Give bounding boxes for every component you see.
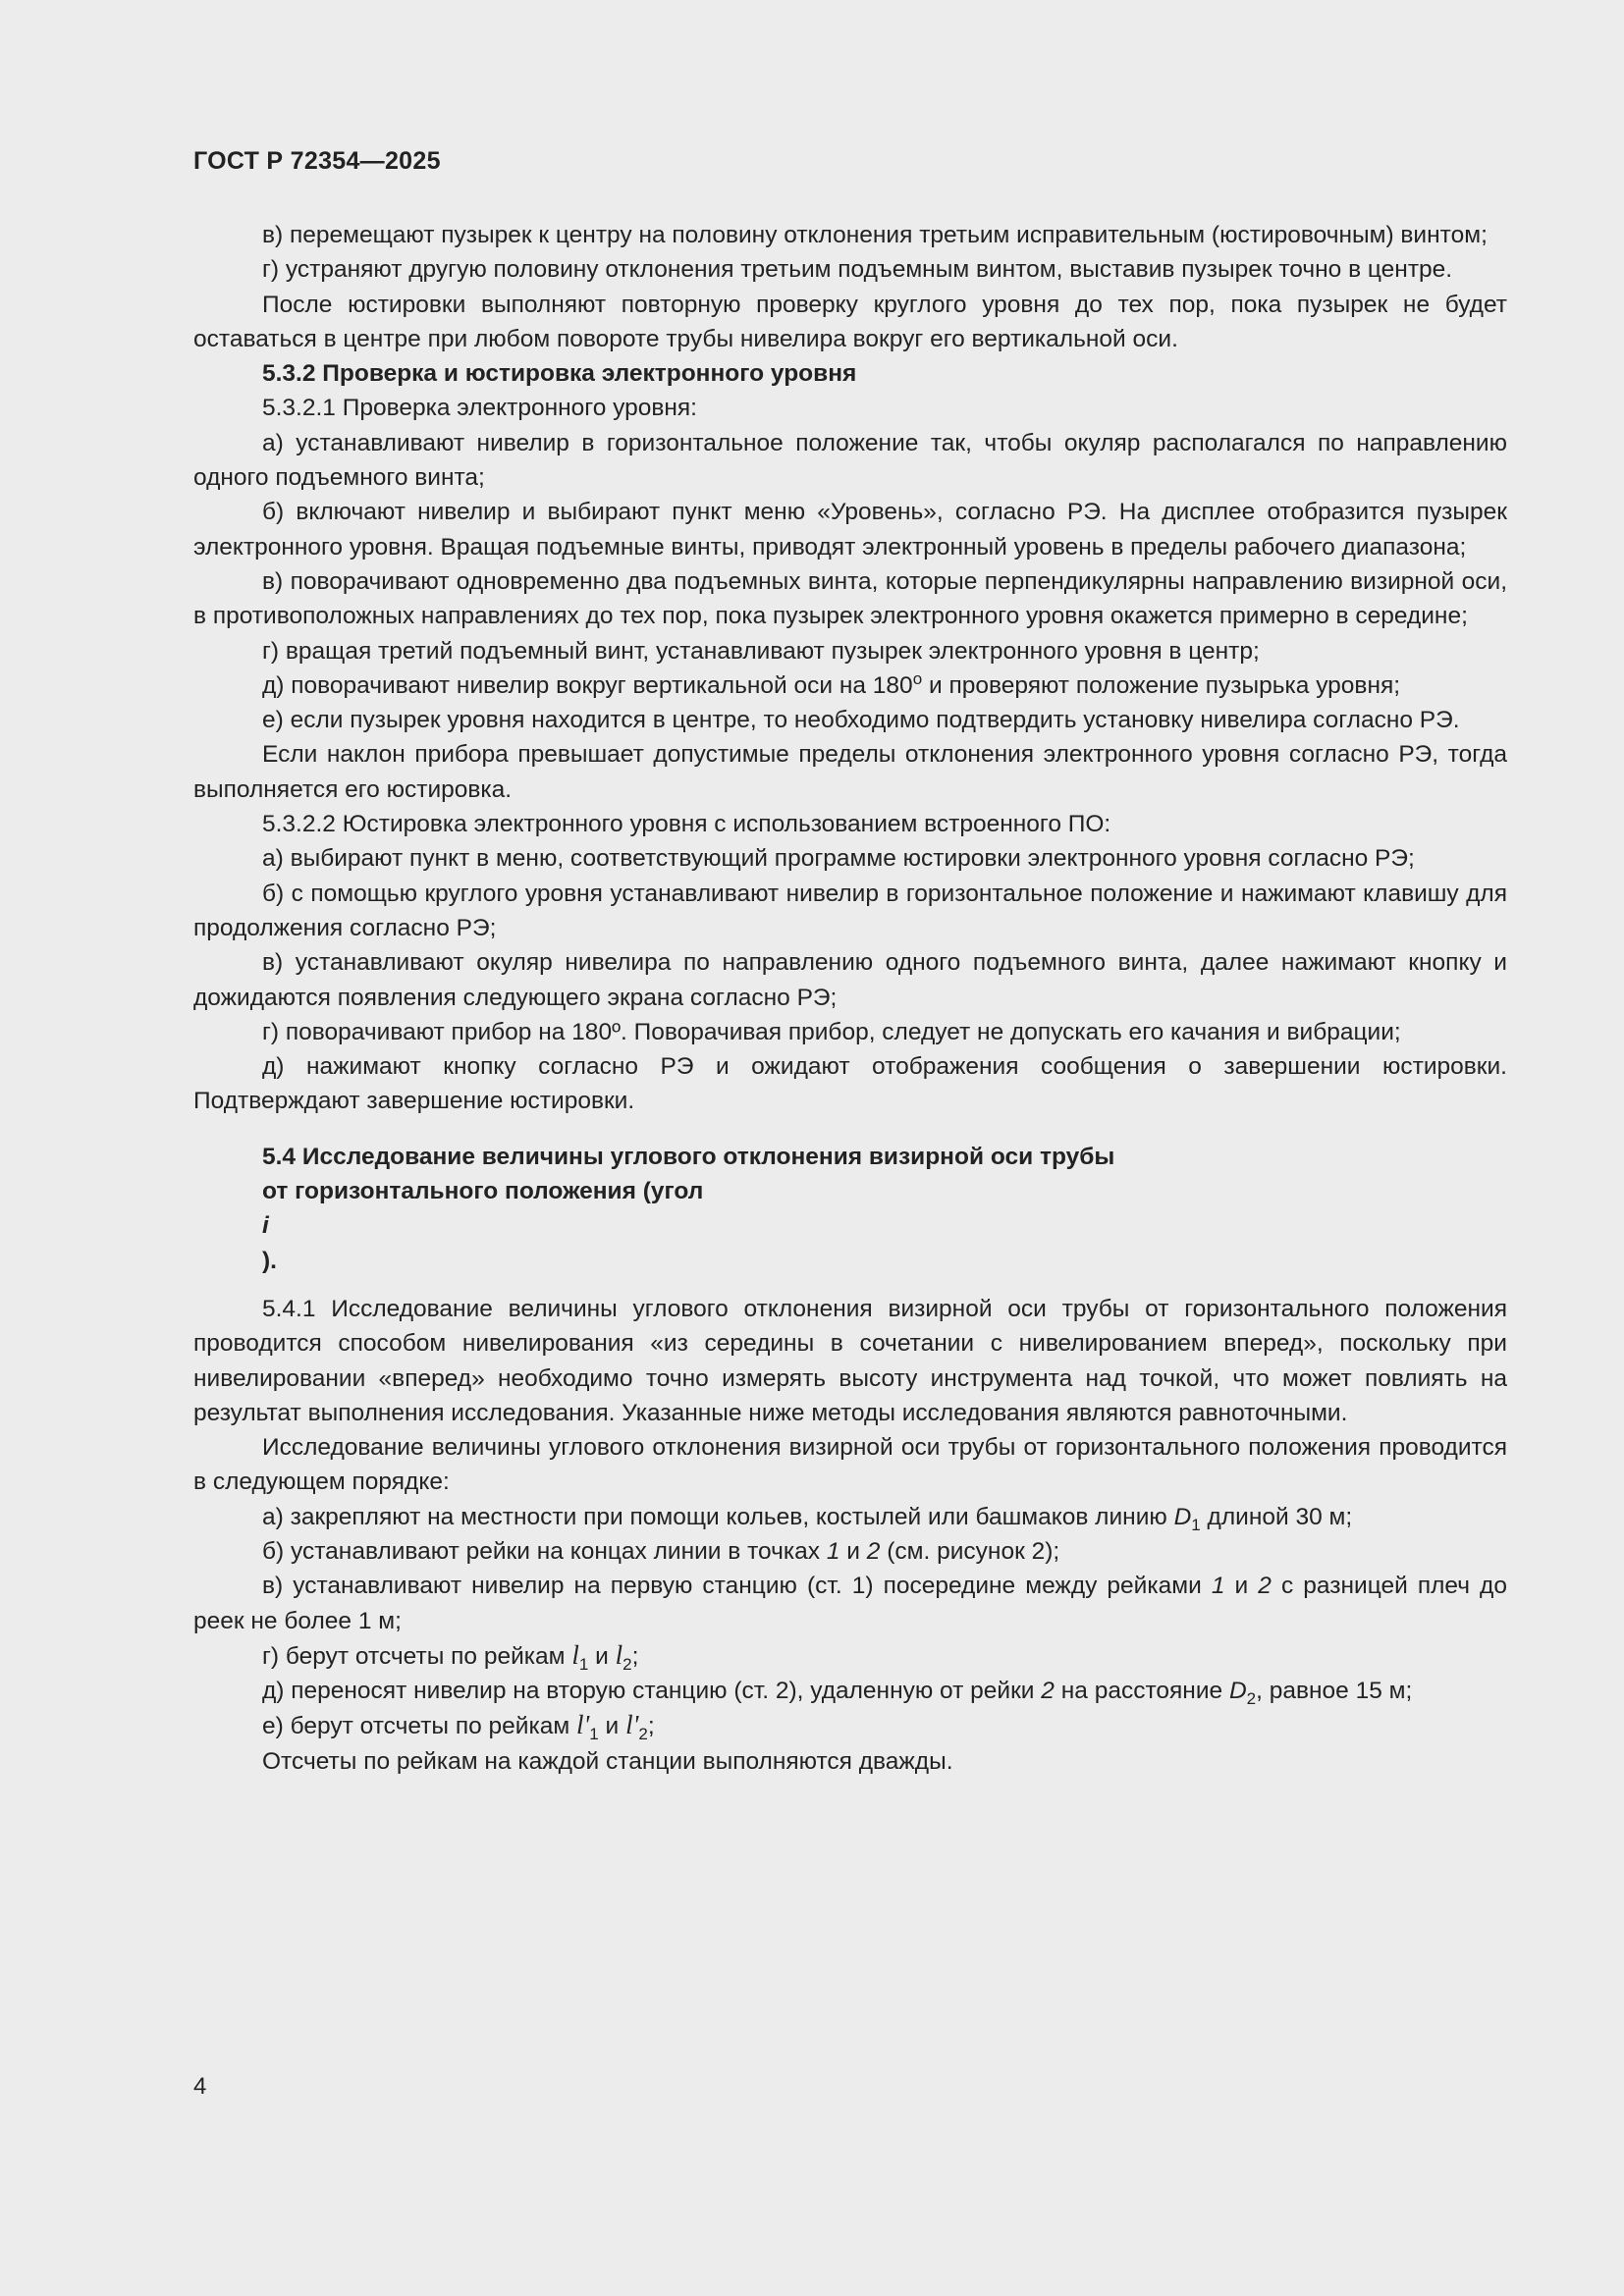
list-item: в) устанавливают окуляр нивелира по направлению одного подъемного винта, далее нажимают кнопку и дожидаются появления следующего экрана согласно РЭ; <box>193 949 1507 1011</box>
point-number: 2 <box>1041 1678 1055 1705</box>
paragraph: Исследование величины углового отклонения визирной оси трубы от горизонтального положения проводится в следующем порядке: <box>193 1434 1507 1496</box>
list-item <box>193 1674 1507 1708</box>
degree-superscript: о <box>912 668 923 688</box>
list-item: б) включают нивелир и выбирают пункт меню «Уровень», согласно РЭ. На дисплее отобразится пузырек электронного уровня. Вращая подъемные винты, приводят электронный уровень в пределы рабочего диапазона; <box>193 499 1507 561</box>
text-run: е) берут отсчеты по рейкам <box>262 1713 576 1740</box>
heading-line <box>262 1174 1507 1278</box>
document-body <box>193 218 1507 1779</box>
list-item <box>193 1638 1507 1674</box>
point-number: 1 <box>826 1537 840 1565</box>
text-run: на расстояние <box>1054 1678 1229 1705</box>
subscript: 2 <box>623 1654 632 1674</box>
list-item: б) с помощью круглого уровня устанавливают нивелир в горизонтальное положение и нажимают клавишу для продолжения согласно РЭ; <box>193 880 1507 941</box>
subscript: 1 <box>578 1654 589 1674</box>
text-run: д) поворачивают нивелир вокруг вертикальной оси на 180 <box>262 671 913 699</box>
text-run: длиной 30 м; <box>1200 1503 1353 1530</box>
subscript: 1 <box>1191 1515 1201 1534</box>
paragraph: После юстировки выполняют повторную проверку круглого уровня до тех пор, пока пузырек не будет оставаться в центре при любом повороте трубы нивелира вокруг его вертикальной оси. <box>193 291 1507 352</box>
variable: l <box>571 1639 579 1670</box>
subsection-title-5-3-2-1: 5.3.2.1 Проверка электронного уровня: <box>262 395 697 422</box>
subsection-title-5-3-2-2: 5.3.2.2 Юстировка электронного уровня с использованием встроенного ПО: <box>262 811 1111 838</box>
list-item: г) поворачивают прибор на 180º. Поворачивая прибор, следует не допускать его качания и вибрации; <box>262 1018 1401 1045</box>
page-number: 4 <box>193 2073 207 2100</box>
list-item: е) если пузырек уровня находится в центре, то необходимо подтвердить установку нивелира согласно РЭ. <box>262 707 1460 734</box>
text-run: , равное 15 м; <box>1256 1678 1413 1705</box>
text-run: ; <box>631 1642 639 1670</box>
list-item <box>193 1534 1507 1569</box>
text-run: ). <box>262 1247 277 1274</box>
text-run: и <box>1224 1573 1259 1600</box>
list-item: в) поворачивают одновременно два подъемных винта, которые перпендикулярны направлению визирной оси, в противоположных направлениях до тех пор, пока пузырек электронного уровня окажется примерно в середине; <box>193 567 1507 630</box>
subscript: 2 <box>1246 1689 1257 1709</box>
paragraph: Если наклон прибора превышает допустимые пределы отклонения электронного уровня согласно РЭ, тогда выполняется его юстировка. <box>193 741 1507 803</box>
document-header: ГОСТ Р 72354—2025 <box>193 147 441 175</box>
text-run: в) устанавливают нивелир на первую станцию (ст. 1) посередине между рейками <box>262 1573 1212 1600</box>
text-run: и <box>598 1713 626 1740</box>
paragraph: г) устраняют другую половину отклонения третьим подъемным винтом, выставив пузырек точно в центре. <box>262 256 1453 284</box>
list-item: а) устанавливают нивелир в горизонтальное положение так, чтобы окуляр располагался по направлению одного подъемного винта; <box>193 429 1507 492</box>
text-run: б) устанавливают рейки на концах линии в точках <box>262 1537 827 1565</box>
point-number: 2 <box>1258 1573 1272 1600</box>
list-item: г) вращая третий подъемный винт, устанавливают пузырек электронного уровня в центр; <box>262 637 1260 665</box>
paragraph: в) перемещают пузырек к центру на половину отклонения третьим исправительным (юстировочным) винтом; <box>262 222 1488 248</box>
subscript: 1 <box>589 1725 599 1744</box>
list-item <box>193 1708 1507 1743</box>
text-run: г) берут отсчеты по рейкам <box>262 1642 572 1670</box>
text-run: ; <box>647 1713 655 1740</box>
point-number: 2 <box>866 1537 881 1565</box>
text-run: от горизонтального положения (угол <box>262 1178 704 1205</box>
list-item: д) нажимают кнопку согласно РЭ и ожидают отображения сообщения о завершении юстировки. Подтверждают завершение юстировки. <box>193 1053 1507 1115</box>
variable: l <box>615 1639 623 1670</box>
text-run: а) закрепляют на местности при помощи кольев, костылей или башмаков линию <box>262 1503 1174 1530</box>
section-heading-5-3-2: 5.3.2 Проверка и юстировка электронного уровня <box>262 360 857 388</box>
text-run: и <box>588 1642 616 1670</box>
text-run: д) переносят нивелир на вторую станцию (ст. 2), удаленную от рейки <box>262 1678 1042 1705</box>
list-item <box>193 1500 1507 1534</box>
paragraph: 5.4.1 Исследование величины углового отклонения визирной оси трубы от горизонтального положения проводится способом нивелирования «из середины в сочетании с нивелированием вперед», поскольку при нивелировании «вперед» необходимо точно измерять высоту инструмента над точкой, что может повлиять на результат выполнения исследования. Указанные ниже методы исследования являются равноточными. <box>193 1295 1507 1426</box>
text-run: и проверяют положение пузырька уровня; <box>922 671 1401 699</box>
list-item <box>193 668 1507 703</box>
variable: D <box>1228 1678 1247 1705</box>
section-heading-5-4 <box>262 1140 1507 1278</box>
text-run: с разницей плеч до реек не более 1 м; <box>193 1573 1507 1634</box>
text-run: (см. рисунок 2); <box>880 1537 1060 1565</box>
point-number: 1 <box>1211 1573 1225 1600</box>
subscript: 2 <box>638 1725 648 1744</box>
text-run: и <box>839 1537 867 1565</box>
variable: l' <box>625 1710 639 1740</box>
paragraph: Отсчеты по рейкам на каждой станции выполняются дважды. <box>262 1747 953 1775</box>
list-item <box>193 1569 1507 1638</box>
variable: D <box>1173 1503 1192 1530</box>
variable: l' <box>576 1710 590 1740</box>
angle-symbol: i <box>262 1212 269 1240</box>
list-item: а) выбирают пункт в меню, соответствующий программе юстировки электронного уровня согласно РЭ; <box>262 845 1415 873</box>
heading-line: 5.4 Исследование величины углового отклонения визирной оси трубы <box>262 1143 1115 1170</box>
